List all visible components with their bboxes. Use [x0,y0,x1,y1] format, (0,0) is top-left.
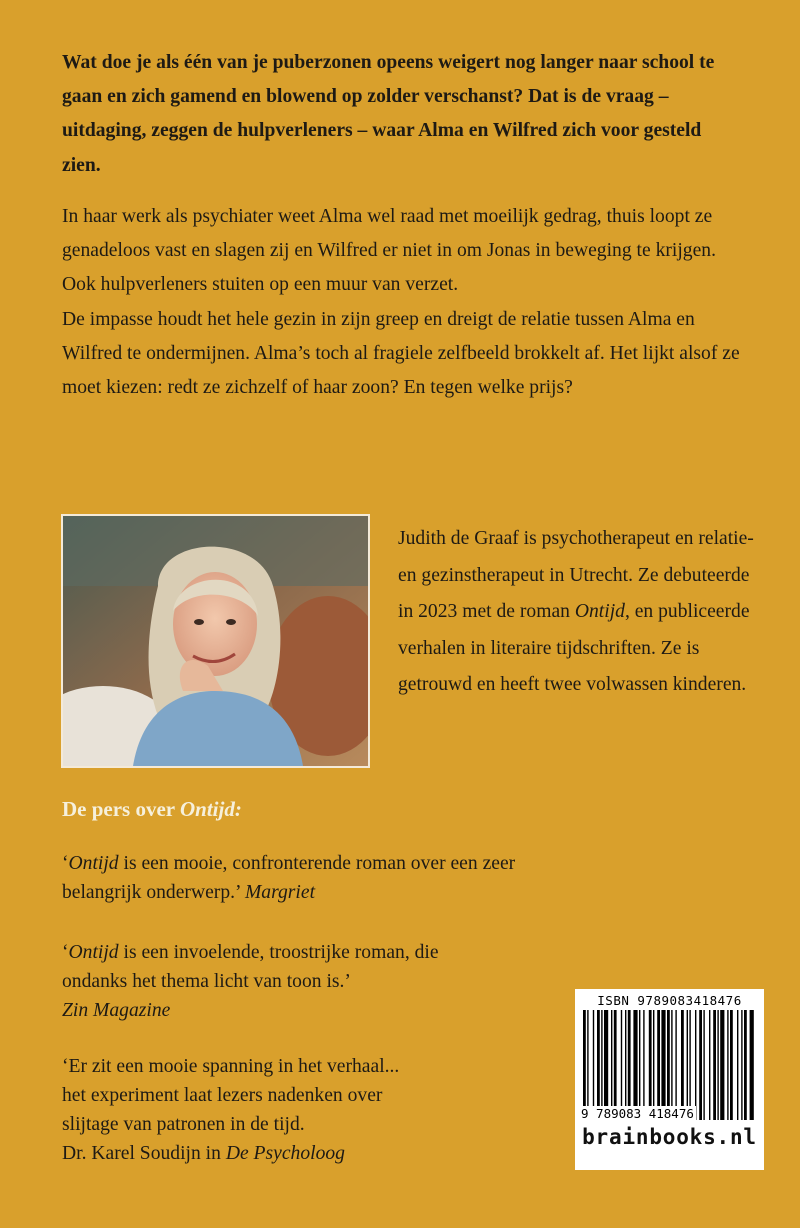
barcode-bar [720,1010,724,1120]
quote-open-mark: ‘ [62,853,69,874]
isbn-digits: 9 789083 418476 [581,1106,694,1121]
barcode-bar [667,1010,670,1120]
author-bio-book-title: Ontijd [574,601,625,622]
barcode-bar [593,1010,594,1120]
barcode-bar [737,1010,738,1120]
barcode-bar [649,1010,652,1120]
author-bio-part-2: , en publiceerde verhalen in literaire tijdschriften. Ze is getrouwd en heeft twee volwassen kinderen. [398,601,750,695]
press-quote-3-line-2: het experiment laat lezers nadenken over [62,1085,383,1106]
press-quote-1 [62,849,582,907]
author-portrait-illustration [63,516,368,766]
author-bio-part-1: Judith de Graaf is psychotherapeut en relatie- en gezinstherapeut in Utrecht. Ze debuteerde in 2023 met de roman [398,528,754,622]
press-quote-3 [62,1052,582,1168]
quote-book-title: Ontijd [68,853,119,874]
quote-source-prefix: Dr. Karel Soudijn in [62,1143,226,1164]
press-quote-1-text [62,849,582,907]
intro-challenge: Dat is de vraag – uitdaging, zeggen de hulpverleners – waar Alma en Wilfred zich voor gesteld zien. [62,86,702,176]
barcode-bar [639,1010,640,1120]
quote-open-mark: ‘ [62,942,69,963]
barcode-bar [681,1010,684,1120]
publisher-url: brainbooks.nl [582,1125,757,1149]
author-bio [398,521,758,704]
press-quote-2 [62,938,482,1025]
barcode-bar [741,1010,742,1120]
press-quote-2-source [62,996,482,1025]
barcode-bar [713,1010,716,1120]
barcode-bar [709,1010,710,1120]
quote-text: is een mooie, confronterende roman over een zeer belangrijk onderwerp.’ [62,853,516,903]
barcode-bar [687,1010,688,1120]
isbn-label: ISBN 9789083418476 [597,993,742,1008]
barcode-bar [611,1010,612,1120]
barcode-bar [730,1010,733,1120]
barcode-bar [621,1010,622,1120]
barcode-bar [750,1010,754,1120]
press-heading-title: Ontijd: [180,797,242,821]
barcode-bar [675,1010,676,1120]
barcode-bar [653,1010,654,1120]
barcode-bar [633,1010,637,1120]
barcode-bar [625,1010,626,1120]
intro-text [62,46,742,183]
quote-source: Margriet [244,882,316,903]
barcode-bar [601,1010,602,1120]
intro-question: Wat doe je als één van je puberzonen opeens weigert nog langer naar school te gaan en zich gamend en blowend op zolder verschanst? [62,52,715,108]
quote-source: Zin Magazine [62,1000,171,1021]
barcode-bar [583,1010,586,1120]
barcode-bar [703,1010,704,1120]
press-heading [62,797,242,822]
barcode-bar [699,1010,702,1120]
press-heading-text: De pers over [62,797,180,821]
press-quote-3-line-3: slijtage van patronen in de tijd. [62,1114,305,1135]
quote-text: is een invoelende, troostrijke roman, die ondanks het thema licht van toon is.’ [62,942,439,992]
blurb [62,200,742,405]
blurb-paragraph-1: In haar werk als psychiater weet Alma wel raad met moeilijk gedrag, thuis loopt ze genadeloos vast en slagen zij en Wilfred er niet in om Jonas in beweging te krijgen. Ook hulpverleners stuiten op een muur van verzet. [62,206,716,296]
barcode-bar [614,1010,617,1120]
barcode-bar [717,1010,718,1120]
barcode-bar [671,1010,672,1120]
barcode-bar [657,1010,660,1120]
barcode-bar [727,1010,728,1120]
isbn-barcode [575,989,764,1170]
blurb-paragraph-2: De impasse houdt het hele gezin in zijn greep en dreigt de relatie tussen Alma en Wilfred te ondermijnen. Alma’s toch al fragiele zelfbeeld brokkelt af. Het lijkt alsof ze moet kiezen: redt ze zichzelf of haar zoon? En tegen welke prijs? [62,308,740,399]
barcode-bar [661,1010,665,1120]
barcode-bar [689,1010,690,1120]
quote-book-title: Ontijd [68,942,119,963]
quote-source: De Psycholoog [225,1143,345,1164]
press-quote-3-line-1: ‘Er zit een mooie spanning in het verhaal... [62,1056,400,1077]
barcode-bar [597,1010,600,1120]
barcode-bars [581,1010,758,1120]
press-quote-2-text [62,938,482,996]
barcode-bar [587,1010,588,1120]
barcode-bar [628,1010,631,1120]
barcode-bar [744,1010,747,1120]
barcode-bar [695,1010,696,1120]
press-quote-3-source [62,1139,582,1168]
barcode-bar [643,1010,644,1120]
barcode-bar [604,1010,608,1120]
author-photo [61,514,370,768]
